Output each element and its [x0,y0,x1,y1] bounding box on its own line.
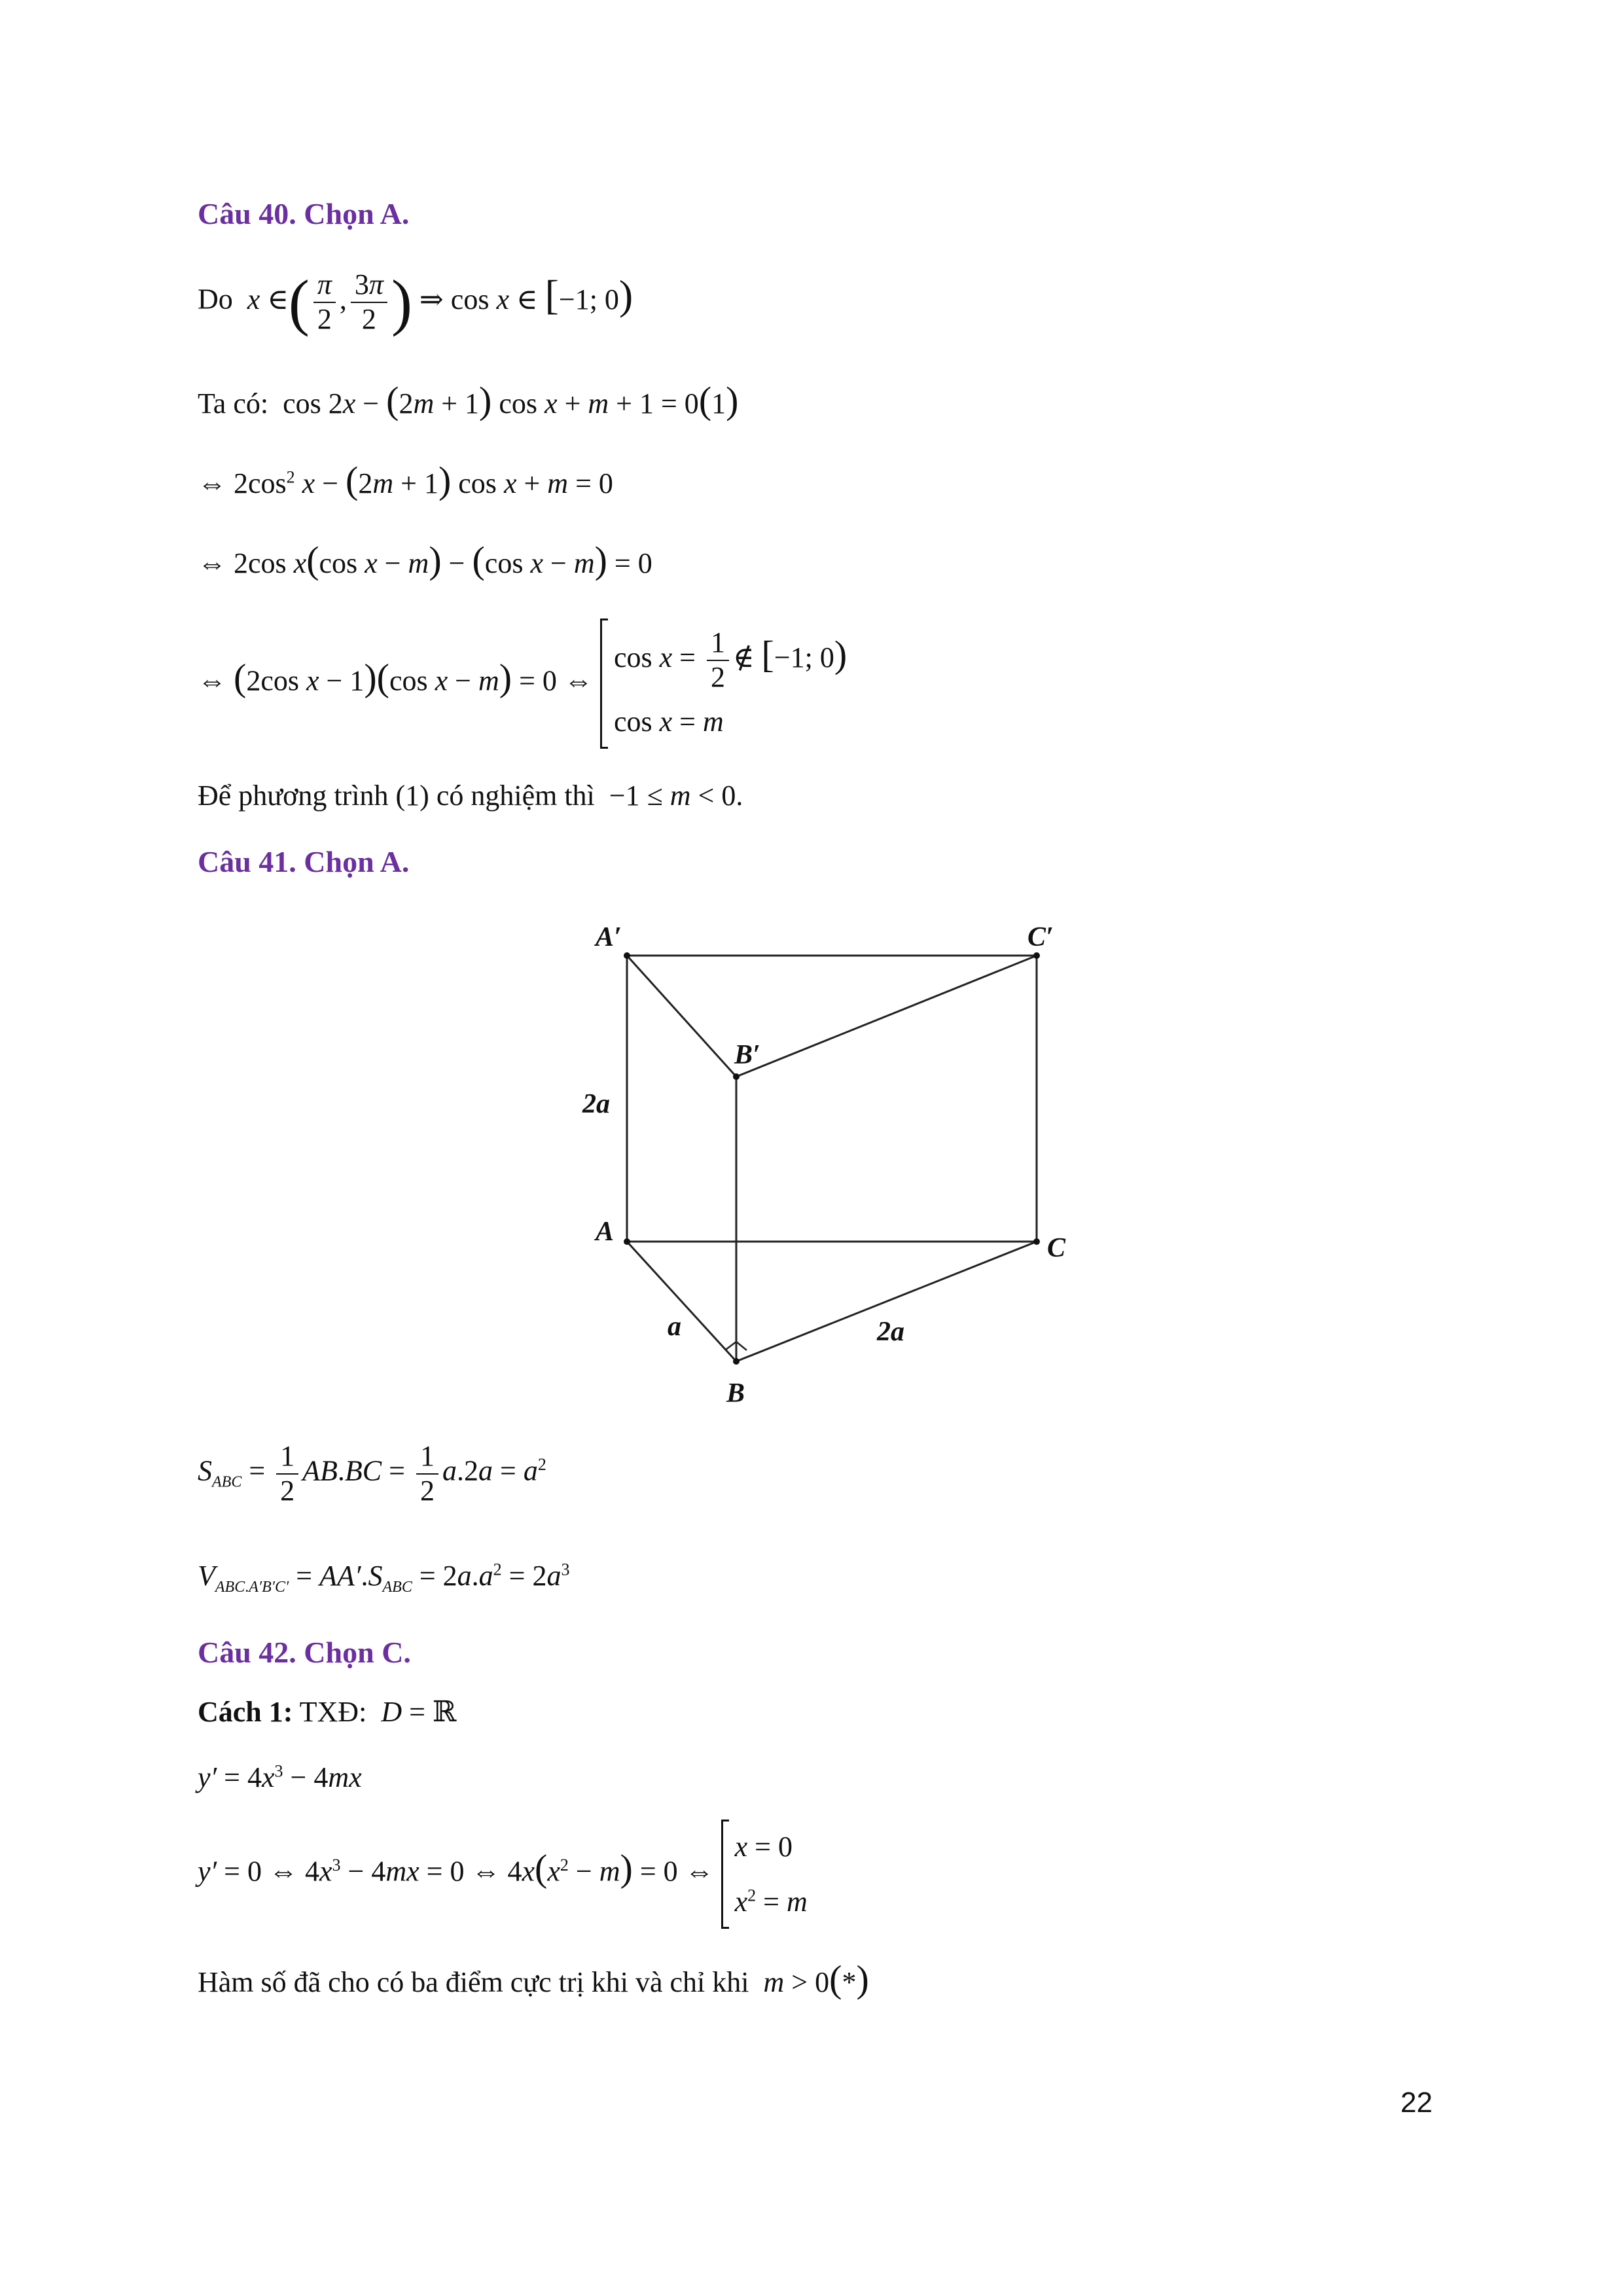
q42-system: x = 0 $x^2 = m$ [721,1820,808,1929]
q42-cach1-label: Cách 1: [198,1696,293,1728]
q42-conclusion [198,1957,869,2001]
q41-heading: Câu 41. Chọn A. [198,845,410,878]
label-c-prime: C′ [1027,922,1054,952]
q40-step1: ⇔ $2\cos^2$ x − (2m + 1) cos x + m = 0 [198,459,613,501]
q40-heading: Câu 40. Chọn A. [198,197,410,230]
q42-txd-label: TXĐ: [299,1696,367,1728]
label-bc: 2a [877,1317,904,1347]
q42-derivative: $y' = 4x^3 - 4mx$ [198,1761,362,1793]
vertex-c-prime [1033,952,1040,959]
q42-conclusion-math: m > 0(*) [763,1958,869,2000]
q40-step3: ⇔ (2cos x − 1)(cos x − m) = 0 ⇔ cos x = $\frac{1}{2}$ ∉ [−1; 0) cos x = m [198,619,847,749]
q42-conclusion-text: Hàm số đã cho có ba điểm cực trị khi và chỉ khi [198,1966,749,1998]
label-b-prime: B′ [734,1040,760,1070]
q40-system: cos x = $\frac{1}{2}$ ∉ [−1; 0) cos x = m [600,619,847,749]
q40-equation-line [198,378,738,422]
q42-derivative-zero: y′ = 0 ⇔ $4x^3 - 4mx = 0$ ⇔ $4x(x^2 - m) = 0$ ⇔ x = 0 $x^2 = m$ [198,1820,808,1929]
edge-a-prime-b-prime [627,956,736,1077]
vertex-b-prime [733,1073,740,1080]
vertex-b [733,1358,740,1365]
label-a-prime: A′ [596,922,622,952]
label-c: C [1047,1233,1066,1263]
vertex-c [1033,1238,1040,1245]
label-aa-prime: 2a [582,1089,610,1119]
q41-area-formula: $S_{ABC}$ = $\frac{1}{2}$ AB.BC = $\frac{1}{2}$ $a.2a = a^2$ [198,1440,546,1507]
q41-volume-formula: $V_{ABC.A'B'C'} = AA'.S_{ABC} = 2a.a^2 = 2a^3$ [198,1560,570,1596]
label-b: B [726,1378,745,1408]
q40-ta-co-label: Ta có: [198,387,269,420]
edge-a-b [627,1242,736,1361]
prism-figure [563,903,1099,1427]
q42-txd-line [198,1695,456,1729]
label-a: A [596,1217,615,1247]
q42-heading: Câu 42. Chọn C. [198,1636,411,1669]
q40-domain-math: x ∈( $\frac{\pi}{2}$ , $\frac{3\pi}{2}$ ) ⇒ cos x ∈ [−1; 0) [247,266,633,337]
q40-conclusion [198,779,743,812]
q40-equation-math: cos 2x − (2m + 1) cos x + m + 1 = 0(1) [276,379,739,422]
q40-domain-line [198,268,633,336]
q40-do-label: Do [198,283,233,315]
q40-step2: ⇔ 2cos x(cos x − m) − (cos x − m) = 0 [198,539,652,581]
q40-conclusion-math: −1 ≤ m < 0. [601,780,743,812]
page-number: 22 [1400,2087,1433,2119]
vertex-a [624,1238,630,1245]
q42-domain-math: D = ℝ [381,1696,457,1728]
edge-b-prime-c-prime [736,956,1037,1077]
vertex-a-prime [624,952,630,959]
q40-conclusion-text: Để phương trình (1) có nghiệm thì [198,780,595,812]
label-ab: a [668,1312,681,1342]
